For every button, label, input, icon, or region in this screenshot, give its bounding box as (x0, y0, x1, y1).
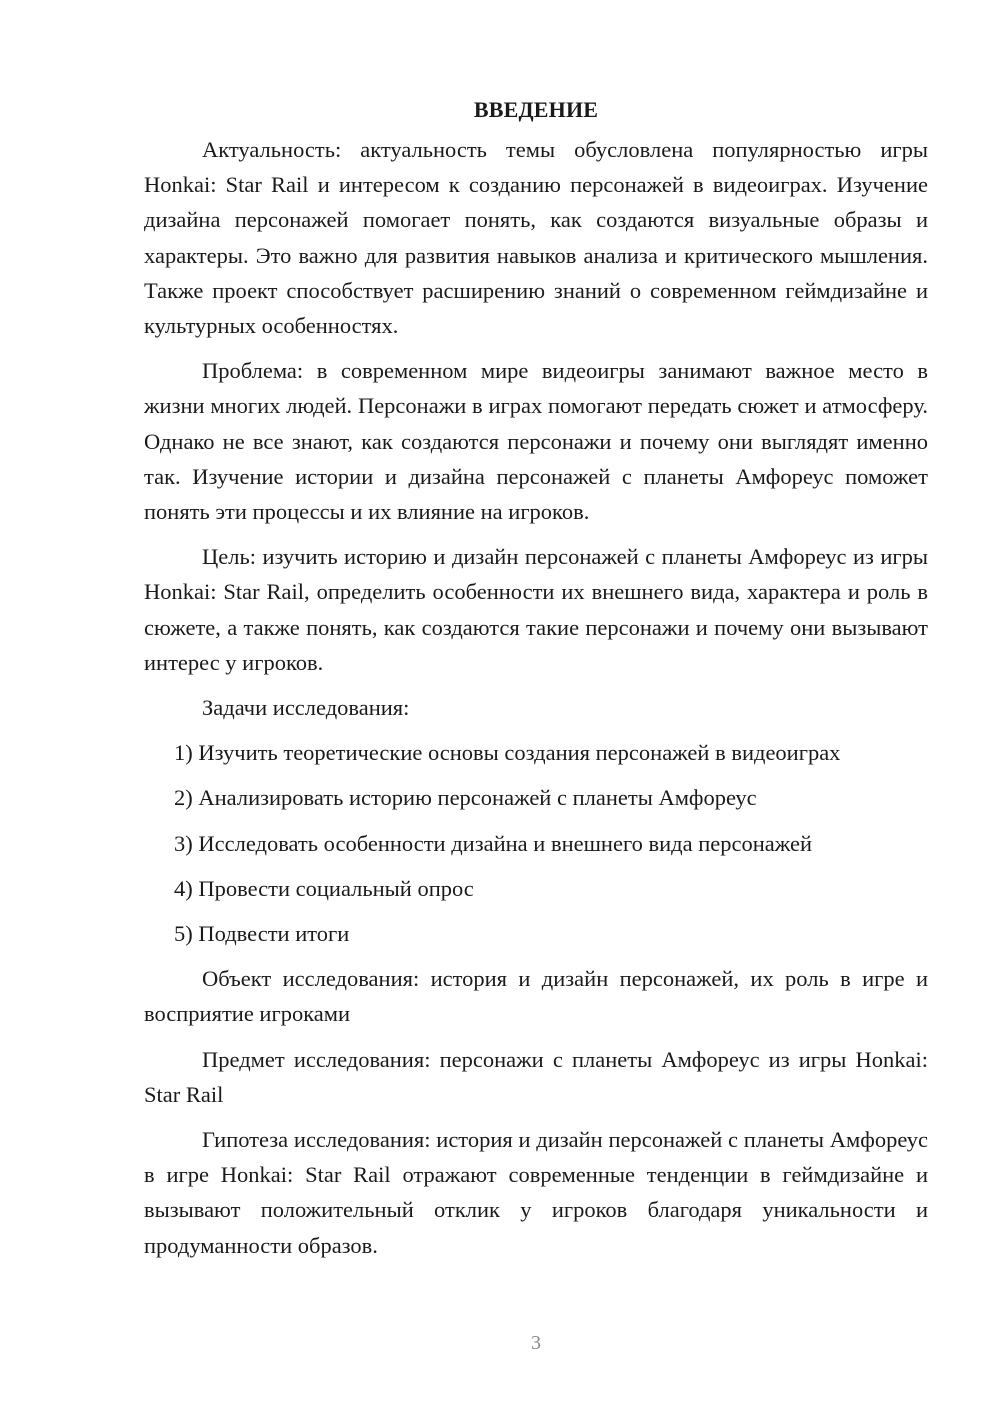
tasks-list (144, 735, 928, 951)
document-page (144, 92, 928, 1273)
list-item: 2) Анализировать историю персонажей с планеты Амфореус (174, 785, 757, 811)
subject-paragraph: Предмет исследования: персонажи с планеты Амфореус из игры Honkai: Star Rail (144, 1046, 928, 1107)
relevance-paragraph: Актуальность: актуальность темы обусловлена популярностью игры Honkai: Star Rail и интересом к созданию персонажей в видеоиграх. Изучение дизайна персонажей помогает понять, как создаются визуальные образы и характеры. Это важно для развития навыков анализа и критического мышления. Также проект способствует расширению знаний о современном геймдизайне и культурных особенностях. (144, 137, 928, 339)
list-item: 4) Провести социальный опрос (174, 875, 474, 901)
goal-paragraph: Цель: изучить историю и дизайн персонажей с планеты Амфореус из игры Honkai: Star Rail, определить особенности их внешнего вида, характера и роль в сюжете, а также понять, как создаются такие персонажи и почему они вызывают интерес у игроков. (144, 544, 928, 675)
hypothesis-paragraph: Гипотеза исследования: история и дизайн персонажей с планеты Амфореус в игре Honkai: Star Rail отражают современные тенденции в геймдизайне и вызывают положительный отклик у игроков благодаря уникальности и продуманности образов. (144, 1127, 928, 1258)
page-number: 3 (531, 1332, 541, 1354)
list-item: 3) Исследовать особенности дизайна и внешнего вида персонажей (174, 830, 813, 856)
tasks-title: Задачи исследования: (202, 695, 410, 721)
section-heading: ВВЕДЕНИЕ (473, 97, 599, 122)
list-item: 5) Подвести итоги (174, 921, 350, 947)
problem-paragraph: Проблема: в современном мире видеоигры занимают важное место в жизни многих людей. Персонажи в играх помогают передать сюжет и атмосферу. Однако не все знают, как создаются персонажи и почему они выглядят именно так. Изучение истории и дизайна персонажей с планеты Амфореус поможет понять эти процессы и их влияние на игроков. (144, 358, 928, 525)
object-paragraph: Объект исследования: история и дизайн персонажей, их роль в игре и восприятие игроками (144, 966, 928, 1027)
list-item: 1) Изучить теоретические основы создания персонажей в видеоиграх (174, 740, 841, 766)
